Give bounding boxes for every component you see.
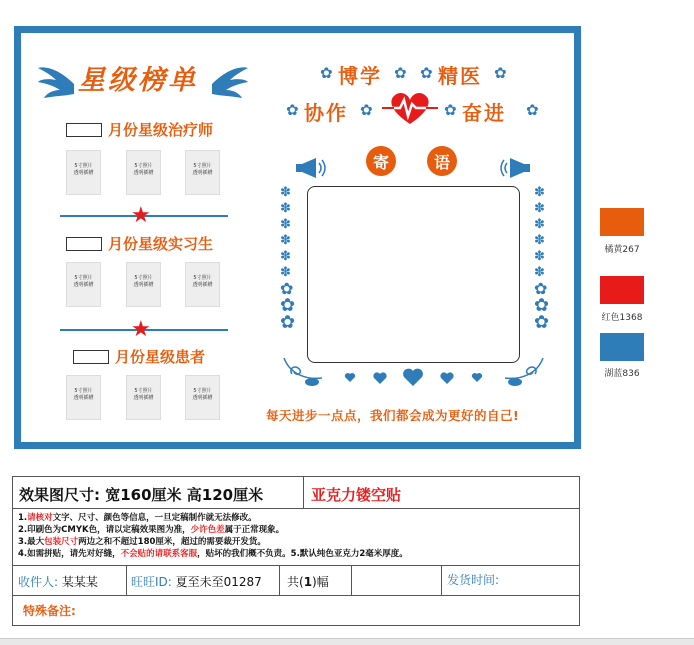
divider <box>13 595 579 596</box>
gear-icon: ✿ <box>286 101 299 119</box>
motto-3: 协作 <box>304 101 348 125</box>
photo-label: 5寸照片 透明插槽 <box>192 275 213 288</box>
gear-icon: ✿ <box>420 64 433 82</box>
divider <box>13 508 579 509</box>
flower-icon: ✿ <box>534 295 550 316</box>
photo-label: 5寸照片 透明插槽 <box>73 275 94 288</box>
divider <box>351 565 352 595</box>
note-2: 2.印刷色为CMYK色，请以定稿效果图为准，少许色差属于正常现象。 <box>18 525 285 535</box>
size-title: 效果图尺寸: 宽160厘米 高120厘米 <box>19 486 264 504</box>
photo-slot <box>66 262 101 307</box>
flower-column-right <box>534 185 550 333</box>
photo-slot <box>126 150 161 195</box>
note-4: 4.如需拼贴，请先对好缝，不会贴的请联系客服，贴坏的我们概不负责。5.默认纯色亚克力2毫米厚度。 <box>18 549 408 559</box>
gear-icon: ✿ <box>444 101 457 119</box>
heart-ornament-icon <box>276 344 551 394</box>
flower-column-left <box>280 185 296 333</box>
divider <box>126 565 127 595</box>
gear-icon: ✿ <box>320 64 333 82</box>
flower-icon: ✽ <box>534 201 545 216</box>
flower-icon: ✽ <box>534 185 545 200</box>
photo-label: 5寸照片 透明插槽 <box>133 163 154 176</box>
flower-icon: ✽ <box>280 249 291 264</box>
photo-slot <box>185 262 220 307</box>
megaphone-icon <box>498 154 534 182</box>
name-box <box>66 237 102 251</box>
flower-icon: ✽ <box>534 233 545 248</box>
gear-icon: ✿ <box>526 101 539 119</box>
flower-icon: ✽ <box>280 217 291 232</box>
flower-icon: ✽ <box>280 265 291 280</box>
divider <box>303 477 304 508</box>
flower-icon: ✽ <box>280 185 291 200</box>
note-1: 1.请核对文字、尺寸、颜色等信息，一旦定稿制作就无法修改。 <box>18 513 257 523</box>
wangwang-id: 旺旺ID: 夏至未至01287 <box>131 575 262 589</box>
photo-label: 5寸照片 透明插槽 <box>133 388 154 401</box>
divider <box>279 565 280 595</box>
motto-1: 博学 <box>338 64 382 88</box>
flower-icon: ✽ <box>534 249 545 264</box>
flower-icon: ✿ <box>534 312 550 333</box>
swatch-blue <box>600 333 644 361</box>
swatch-red <box>600 276 644 304</box>
star-icon: ★ <box>131 203 151 228</box>
section-heading-intern: 月份星级实习生 <box>108 235 214 253</box>
photo-label: 5寸照片 透明插槽 <box>73 388 94 401</box>
photo-label: 5寸照片 透明插槽 <box>133 275 154 288</box>
name-box <box>73 350 109 364</box>
megaphone-icon <box>292 154 328 182</box>
message-char-1: 寄 <box>366 146 396 176</box>
swatch-label-red: 红色1368 <box>601 313 643 323</box>
material-label: 亚克力镂空贴 <box>311 486 402 504</box>
divider <box>441 565 442 595</box>
gear-icon: ✿ <box>494 64 507 82</box>
flower-icon: ✿ <box>534 279 548 298</box>
name-box <box>66 123 102 137</box>
message-box <box>307 186 520 363</box>
flower-icon: ✿ <box>280 312 296 333</box>
flower-icon: ✿ <box>280 279 294 298</box>
photo-label: 5寸照片 透明插槽 <box>192 388 213 401</box>
note-3: 3.最大包装尺寸两边之和不超过180厘米，超过的需要裁开发货。 <box>18 537 266 547</box>
photo-label: 5寸照片 透明插槽 <box>192 163 213 176</box>
section-heading-therapist: 月份星级治疗师 <box>108 121 214 139</box>
order-info-table <box>12 476 580 626</box>
gear-icon: ✿ <box>360 101 373 119</box>
count: 共(1)幅 <box>287 575 329 589</box>
slogan: 每天进步一点点，我们都会成为更好的自己! <box>266 408 520 423</box>
star-icon: ★ <box>131 317 151 342</box>
photo-slot <box>126 262 161 307</box>
motto-2: 精医 <box>438 64 482 88</box>
motto-4: 奋进 <box>462 101 506 125</box>
divider <box>13 565 579 566</box>
ship-time-label: 发货时间: <box>447 573 500 587</box>
swatch-orange <box>600 208 644 236</box>
section-heading-patient: 月份星级患者 <box>115 348 206 366</box>
flower-icon: ✽ <box>280 233 291 248</box>
board-title: 星级榜单 <box>78 65 198 96</box>
swatch-label-orange: 橘黄267 <box>604 245 640 255</box>
photo-slot <box>66 150 101 195</box>
remarks-label: 特殊备注: <box>23 604 76 618</box>
heartbeat-heart-icon <box>380 88 440 128</box>
flower-icon: ✽ <box>534 217 545 232</box>
gear-icon: ✿ <box>394 64 407 82</box>
flower-icon: ✿ <box>280 295 296 316</box>
message-char-2: 语 <box>427 146 457 176</box>
photo-label: 5寸照片 透明插槽 <box>73 163 94 176</box>
photo-slot <box>185 150 220 195</box>
flower-icon: ✽ <box>280 201 291 216</box>
swatch-label-blue: 湖蓝836 <box>604 369 640 379</box>
photo-slot <box>126 375 161 420</box>
photo-slot <box>185 375 220 420</box>
recipient: 收件人: 某某某 <box>18 575 98 589</box>
photo-slot <box>66 375 101 420</box>
flower-icon: ✽ <box>534 265 545 280</box>
